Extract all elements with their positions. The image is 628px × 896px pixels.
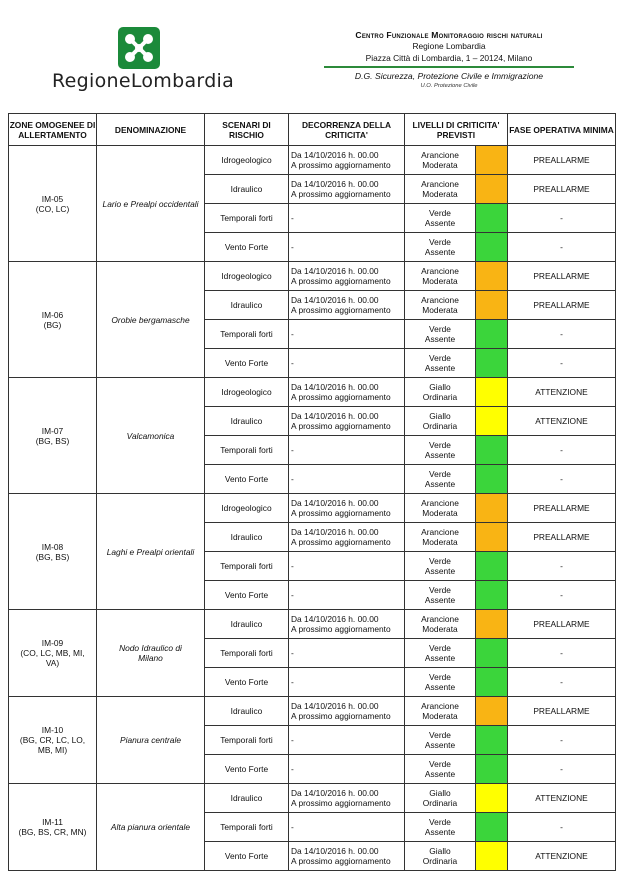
scenario-cell: Temporali forti: [205, 552, 289, 581]
level-label-cell: Verde Assente: [405, 755, 476, 784]
table-row: [9, 610, 616, 639]
table-row: [9, 697, 616, 726]
col-header-name: DENOMINAZIONE: [97, 114, 205, 146]
header-address: Piazza Città di Lombardia, 1 – 20124, Milano: [365, 53, 533, 63]
level-label-cell: Verde Assente: [405, 668, 476, 697]
scenario-cell: Temporali forti: [205, 436, 289, 465]
decorrenza-cell: Da 14/10/2016 h. 00.00 A prossimo aggiornamento: [289, 697, 405, 726]
scenario-cell: Vento Forte: [205, 581, 289, 610]
fase-operativa-cell: -: [508, 320, 616, 349]
fase-operativa-cell: ATTENZIONE: [508, 407, 616, 436]
zone-name-cell: Valcamonica: [97, 378, 205, 494]
decorrenza-cell: Da 14/10/2016 h. 00.00 A prossimo aggiornamento: [289, 378, 405, 407]
level-label-cell: Arancione Moderata: [405, 697, 476, 726]
decorrenza-cell: -: [289, 204, 405, 233]
col-header-decorrenza: DECORRENZA DELLA CRITICITA': [289, 114, 405, 146]
level-color-swatch: [476, 378, 508, 407]
decorrenza-cell: Da 14/10/2016 h. 00.00 A prossimo aggiornamento: [289, 175, 405, 204]
scenario-cell: Idrogeologico: [205, 378, 289, 407]
decorrenza-cell: -: [289, 668, 405, 697]
table-row: [9, 378, 616, 407]
zone-code-cell: IM-11 (BG, BS, CR, MN): [9, 784, 97, 871]
level-color-swatch: [476, 784, 508, 813]
level-label-cell: Verde Assente: [405, 552, 476, 581]
fase-operativa-cell: -: [508, 349, 616, 378]
level-label-cell: Verde Assente: [405, 465, 476, 494]
decorrenza-cell: -: [289, 349, 405, 378]
level-color-swatch: [476, 726, 508, 755]
level-label-cell: Arancione Moderata: [405, 523, 476, 552]
level-label-cell: Verde Assente: [405, 349, 476, 378]
fase-operativa-cell: -: [508, 639, 616, 668]
col-header-scenario: SCENARI DI RISCHIO: [205, 114, 289, 146]
table-row: [9, 146, 616, 175]
fase-operativa-cell: ATTENZIONE: [508, 784, 616, 813]
fase-operativa-cell: -: [508, 552, 616, 581]
header-directorate: D.G. Sicurezza, Protezione Civile e Immigrazione: [354, 71, 544, 81]
fase-operativa-cell: -: [508, 465, 616, 494]
criticality-table: [8, 113, 616, 871]
fase-operativa-cell: PREALLARME: [508, 146, 616, 175]
decorrenza-cell: Da 14/10/2016 h. 00.00 A prossimo aggiornamento: [289, 494, 405, 523]
level-color-swatch: [476, 262, 508, 291]
level-label-cell: Arancione Moderata: [405, 262, 476, 291]
decorrenza-cell: Da 14/10/2016 h. 00.00 A prossimo aggiornamento: [289, 610, 405, 639]
level-color-swatch: [476, 523, 508, 552]
fase-operativa-cell: PREALLARME: [508, 175, 616, 204]
fase-operativa-cell: -: [508, 436, 616, 465]
zone-code-cell: IM-08 (BG, BS): [9, 494, 97, 610]
zone-code-cell: IM-09 (CO, LC, MB, MI, VA): [9, 610, 97, 697]
scenario-cell: Idraulico: [205, 610, 289, 639]
brand-name: RegioneLombardia: [52, 70, 235, 92]
level-color-swatch: [476, 668, 508, 697]
level-label-cell: Verde Assente: [405, 726, 476, 755]
decorrenza-cell: Da 14/10/2016 h. 00.00 A prossimo aggiornamento: [289, 291, 405, 320]
level-label-cell: Giallo Ordinaria: [405, 842, 476, 871]
scenario-cell: Idraulico: [205, 784, 289, 813]
zone-name-cell: Pianura centrale: [97, 697, 205, 784]
level-color-swatch: [476, 204, 508, 233]
scenario-cell: Idraulico: [205, 291, 289, 320]
zone-code-cell: IM-05 (CO, LC): [9, 146, 97, 262]
level-color-swatch: [476, 407, 508, 436]
level-color-swatch: [476, 175, 508, 204]
level-color-swatch: [476, 349, 508, 378]
scenario-cell: Idrogeologico: [205, 494, 289, 523]
level-color-swatch: [476, 842, 508, 871]
fase-operativa-cell: -: [508, 813, 616, 842]
scenario-cell: Idrogeologico: [205, 262, 289, 291]
level-label-cell: Arancione Moderata: [405, 610, 476, 639]
regione-lombardia-logo: [118, 27, 160, 69]
fase-operativa-cell: -: [508, 204, 616, 233]
fase-operativa-cell: -: [508, 726, 616, 755]
scenario-cell: Vento Forte: [205, 465, 289, 494]
fase-operativa-cell: PREALLARME: [508, 697, 616, 726]
decorrenza-cell: -: [289, 233, 405, 262]
scenario-cell: Temporali forti: [205, 639, 289, 668]
level-color-swatch: [476, 146, 508, 175]
decorrenza-cell: -: [289, 581, 405, 610]
zone-name-cell: Nodo Idraulico di Milano: [97, 610, 205, 697]
header-region: Regione Lombardia: [412, 41, 486, 51]
fase-operativa-cell: -: [508, 668, 616, 697]
fase-operativa-cell: -: [508, 755, 616, 784]
scenario-cell: Temporali forti: [205, 813, 289, 842]
level-label-cell: Arancione Moderata: [405, 146, 476, 175]
col-header-fase: FASE OPERATIVA MINIMA: [508, 114, 616, 146]
level-color-swatch: [476, 465, 508, 494]
level-label-cell: Arancione Moderata: [405, 175, 476, 204]
level-label-cell: Verde Assente: [405, 639, 476, 668]
header-title: Centro Funzionale Monitoraggio rischi naturali: [355, 30, 543, 40]
fase-operativa-cell: -: [508, 581, 616, 610]
level-color-swatch: [476, 552, 508, 581]
decorrenza-cell: -: [289, 755, 405, 784]
zone-name-cell: Alta pianura orientale: [97, 784, 205, 871]
level-color-swatch: [476, 697, 508, 726]
zone-name-cell: Orobie bergamasche: [97, 262, 205, 378]
fase-operativa-cell: PREALLARME: [508, 262, 616, 291]
decorrenza-cell: Da 14/10/2016 h. 00.00 A prossimo aggiornamento: [289, 523, 405, 552]
decorrenza-cell: -: [289, 436, 405, 465]
zone-code-cell: IM-07 (BG, BS): [9, 378, 97, 494]
level-label-cell: Verde Assente: [405, 233, 476, 262]
zone-code-cell: IM-10 (BG, CR, LC, LO, MB, MI): [9, 697, 97, 784]
zone-name-cell: Lario e Prealpi occidentali: [97, 146, 205, 262]
scenario-cell: Vento Forte: [205, 349, 289, 378]
level-label-cell: Giallo Ordinaria: [405, 378, 476, 407]
fase-operativa-cell: PREALLARME: [508, 523, 616, 552]
level-label-cell: Verde Assente: [405, 813, 476, 842]
scenario-cell: Vento Forte: [205, 755, 289, 784]
decorrenza-cell: Da 14/10/2016 h. 00.00 A prossimo aggiornamento: [289, 842, 405, 871]
table-header-row: [9, 114, 616, 146]
level-label-cell: Giallo Ordinaria: [405, 407, 476, 436]
fase-operativa-cell: PREALLARME: [508, 494, 616, 523]
decorrenza-cell: Da 14/10/2016 h. 00.00 A prossimo aggiornamento: [289, 784, 405, 813]
scenario-cell: Temporali forti: [205, 204, 289, 233]
scenario-cell: Vento Forte: [205, 668, 289, 697]
scenario-cell: Temporali forti: [205, 320, 289, 349]
decorrenza-cell: Da 14/10/2016 h. 00.00 A prossimo aggiornamento: [289, 407, 405, 436]
scenario-cell: Vento Forte: [205, 842, 289, 871]
table-row: [9, 262, 616, 291]
header-divider: [324, 66, 574, 68]
scenario-cell: Idraulico: [205, 523, 289, 552]
scenario-cell: Vento Forte: [205, 233, 289, 262]
table-row: [9, 494, 616, 523]
scenario-cell: Idraulico: [205, 407, 289, 436]
scenario-cell: Idraulico: [205, 697, 289, 726]
level-color-swatch: [476, 291, 508, 320]
level-label-cell: Verde Assente: [405, 436, 476, 465]
decorrenza-cell: -: [289, 726, 405, 755]
level-label-cell: Giallo Ordinaria: [405, 784, 476, 813]
fase-operativa-cell: ATTENZIONE: [508, 842, 616, 871]
table-row: [9, 784, 616, 813]
decorrenza-cell: -: [289, 639, 405, 668]
decorrenza-cell: -: [289, 320, 405, 349]
header-unit: U.O. Protezione Civile: [420, 83, 478, 89]
level-color-swatch: [476, 813, 508, 842]
level-color-swatch: [476, 494, 508, 523]
decorrenza-cell: Da 14/10/2016 h. 00.00 A prossimo aggiornamento: [289, 262, 405, 291]
level-color-swatch: [476, 581, 508, 610]
zone-code-cell: IM-06 (BG): [9, 262, 97, 378]
fase-operativa-cell: PREALLARME: [508, 610, 616, 639]
scenario-cell: Temporali forti: [205, 726, 289, 755]
decorrenza-cell: -: [289, 813, 405, 842]
level-color-swatch: [476, 639, 508, 668]
rosa-camuna-icon: [118, 27, 160, 69]
level-color-swatch: [476, 436, 508, 465]
fase-operativa-cell: -: [508, 233, 616, 262]
scenario-cell: Idrogeologico: [205, 146, 289, 175]
decorrenza-cell: -: [289, 552, 405, 581]
level-color-swatch: [476, 233, 508, 262]
decorrenza-cell: -: [289, 465, 405, 494]
zone-name-cell: Laghi e Prealpi orientali: [97, 494, 205, 610]
level-label-cell: Verde Assente: [405, 204, 476, 233]
fase-operativa-cell: ATTENZIONE: [508, 378, 616, 407]
level-label-cell: Verde Assente: [405, 581, 476, 610]
col-header-zone: ZONE OMOGENEE DI ALLERTAMENTO: [9, 114, 97, 146]
level-label-cell: Verde Assente: [405, 320, 476, 349]
level-color-swatch: [476, 610, 508, 639]
decorrenza-cell: Da 14/10/2016 h. 00.00 A prossimo aggiornamento: [289, 146, 405, 175]
level-color-swatch: [476, 755, 508, 784]
level-label-cell: Arancione Moderata: [405, 291, 476, 320]
level-color-swatch: [476, 320, 508, 349]
level-label-cell: Arancione Moderata: [405, 494, 476, 523]
scenario-cell: Idraulico: [205, 175, 289, 204]
table-body: [9, 146, 616, 871]
col-header-level: LIVELLI DI CRITICITA' PREVISTI: [405, 114, 508, 146]
fase-operativa-cell: PREALLARME: [508, 291, 616, 320]
